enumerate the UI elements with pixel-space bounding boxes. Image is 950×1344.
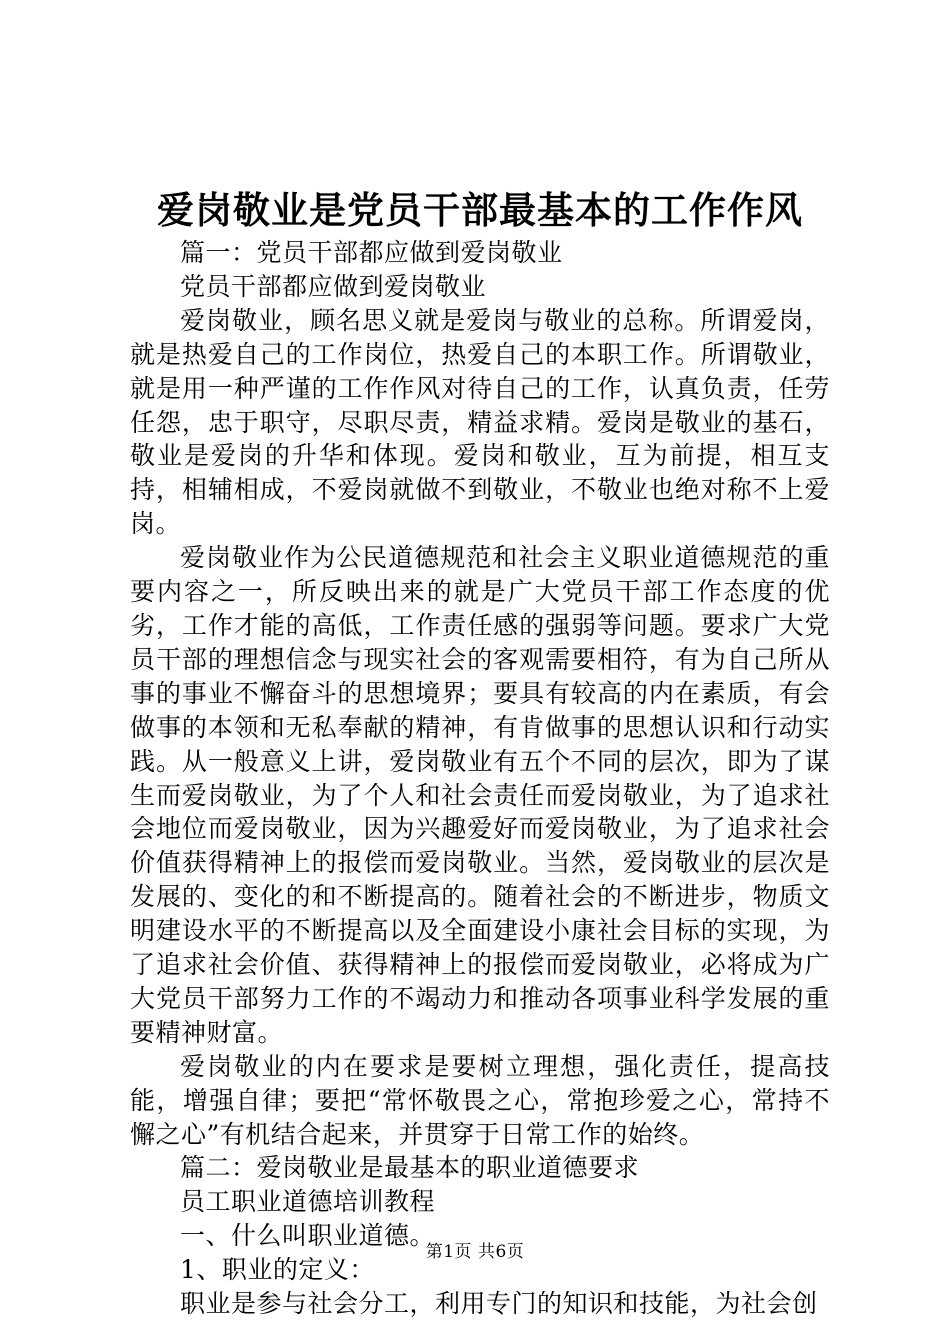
list-heading: 一、什么叫职业道德。	[180, 1221, 436, 1251]
body-paragraph: 爱岗敬业，顾名思义就是爱岗与敬业的总称。所谓爱岗，就是热爱自己的工作岗位，热爱自己的本职工作。所谓敬业，就是用一种严谨的工作作风对待自己的工作，认真负责，任劳任怨，忠于职守，尽职尽责，精益求精。爱岗是敬业的基石，敬业是爱岗的升华和体现。爱岗和敬业，互为前提，相互支持，相辅相成，不爱岗就做不到敬业，不敬业也绝对称不上爱岗。	[130, 305, 830, 539]
section-heading-1: 篇一：党员干部都应做到爱岗敬业	[180, 238, 563, 267]
body-paragraph: 爱岗敬业作为公民道德规范和社会主义职业道德规范的重要内容之一，所反映出来的就是广大党员干部工作态度的优劣，工作才能的高低，工作责任感的强弱等问题。要求广大党员干部的理想信念与现实社会的客观需要相符，有为自己所从事的事业不懈奋斗的思想境界；要具有较高的内在素质，有会做事的本领和无私奉献的精神，有肯做事的思想认识和行动实践。从一般意义上讲，爱岗敬业有五个不同的层次，即为了谋生而爱岗敬业，为了个人和社会责任而爱岗敬业，为了追求社会地位而爱岗敬业，因为兴趣爱好而爱岗敬业，为了追求社会价值获得精神上的报偿而爱岗敬业。当然，爱岗敬业的层次是发展的、变化的和不断提高的。随着社会的不断进步，物质文明建设水平的不断提高以及全面建设小康社会目标的实现，为了追求社会价值、获得精神上的报偿而爱岗敬业，必将成为广大党员干部努力工作的不竭动力和推动各项事业科学发展的重要精神财富。	[130, 543, 830, 1047]
subheading-2: 员工职业道德培训教程	[180, 1187, 436, 1217]
list-subheading: 1、职业的定义：	[180, 1255, 375, 1285]
document-body	[130, 236, 830, 1321]
body-paragraph: 爱岗敬业的内在要求是要树立理想，强化责任，提高技能，增强自律；要把“常怀敬畏之心，常抱珍爱之心，常持不懈之心”有机结合起来，并贯穿于日常工作的始终。	[130, 1051, 830, 1149]
page-number-footer: 第1页 共6页	[425, 1242, 525, 1262]
section-heading-2: 篇二：爱岗敬业是最基本的职业道德要求	[180, 1153, 640, 1183]
document-title: 爱岗敬业是党员干部最基本的工作作风	[157, 188, 803, 232]
body-paragraph: 职业是参与社会分工，利用专门的知识和技能，为社会创	[180, 1289, 818, 1319]
subheading-1: 党员干部都应做到爱岗敬业	[180, 271, 487, 301]
